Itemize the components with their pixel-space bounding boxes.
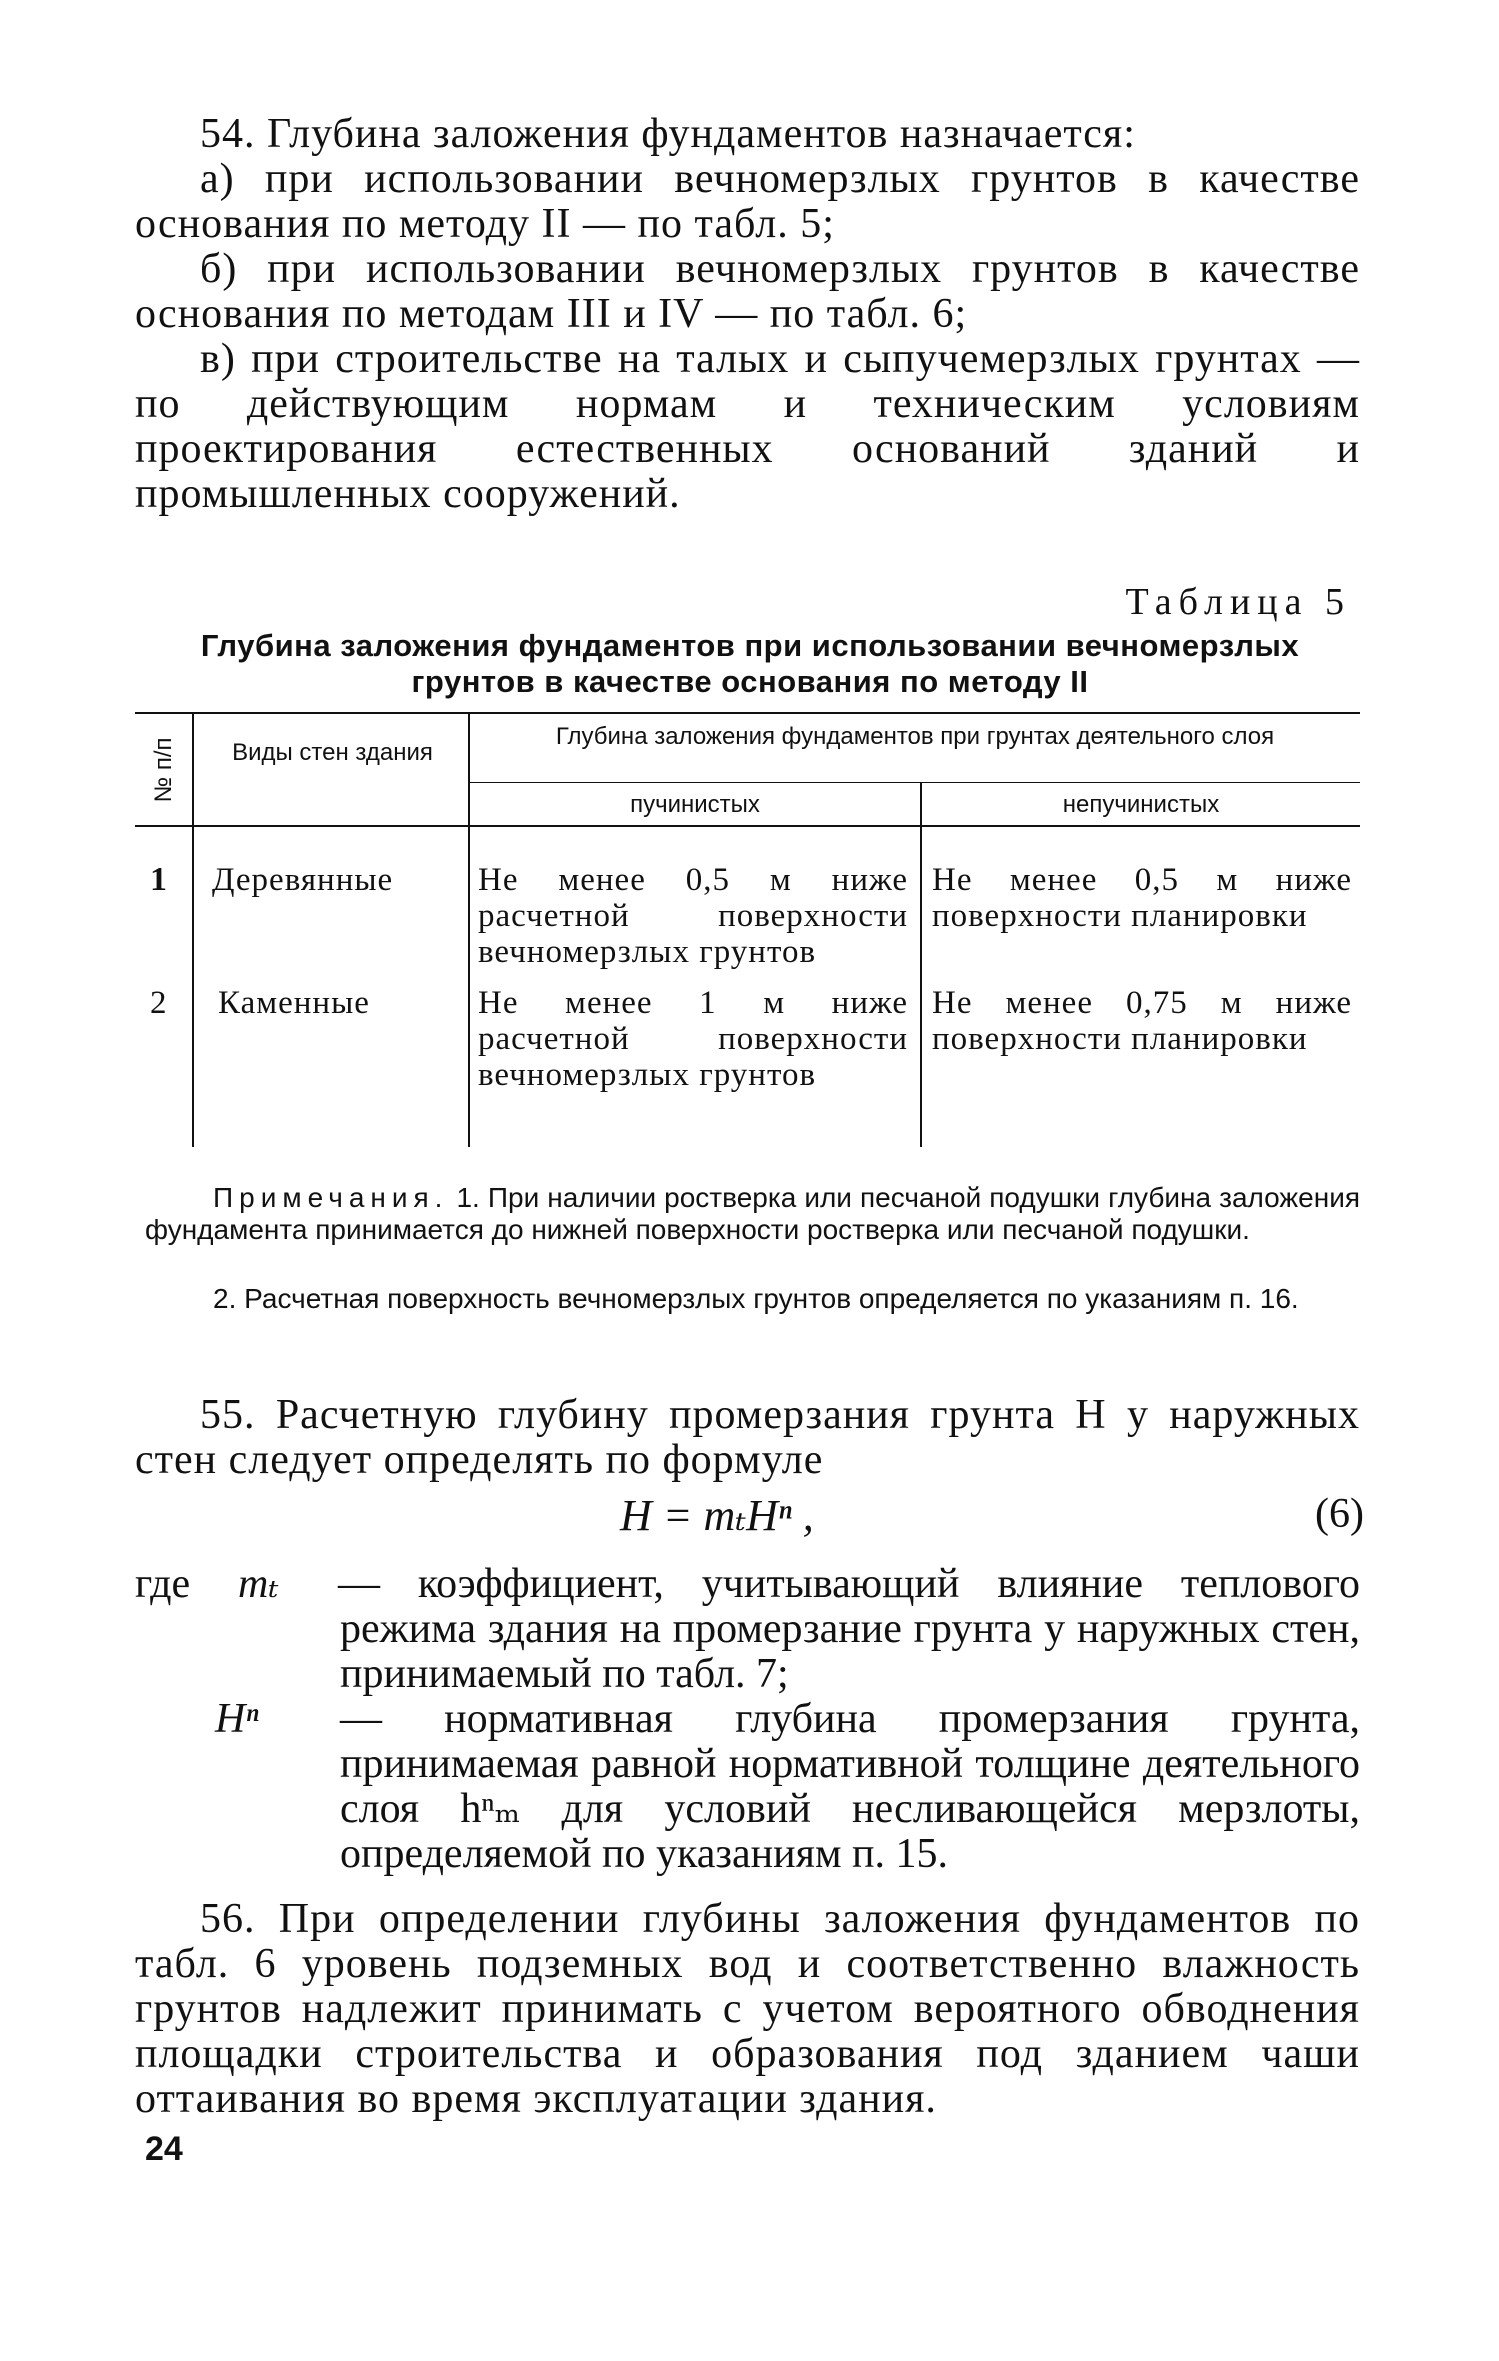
table-title <box>160 628 1340 700</box>
paragraph-55: 55. Расчетную глубину промерзания грунта H у наружных стен следует определять по формуле <box>135 1392 1360 1483</box>
paragraph-54-b: б) при использовании вечномерзлых грунтов в качестве основания по методам III и IV — по табл. 6; <box>135 246 1360 337</box>
definition-mt: — коэффициент, учитывающий влияние теплового режима здания на промерзание грунта у наружных стен, принимаемый по табл. 7; <box>338 1561 1360 1697</box>
table-header-bottom-rule <box>135 825 1360 827</box>
table-top-rule <box>135 712 1360 714</box>
symbol-hn: Hⁿ <box>215 1696 259 1742</box>
where-label: где <box>135 1561 191 1607</box>
row-2-walls: Каменные <box>218 985 370 1021</box>
table-title-line-2: грунтов в качестве основания по методу II <box>411 664 1089 699</box>
table-note-1 <box>145 1182 1360 1246</box>
formula-number: (6) <box>1315 1491 1364 1537</box>
notes-heading: Примечания. <box>213 1182 449 1213</box>
header-heaving: пучинистых <box>630 791 760 818</box>
row-2-nonheaving: Не менее 0,75 м ниже поверхности планировки <box>932 985 1352 1057</box>
symbol-mt: mₜ <box>238 1561 279 1607</box>
table-col-divider-2 <box>468 712 470 1147</box>
header-walls: Виды стен здания <box>232 739 433 766</box>
table-col-divider-1 <box>192 712 194 1147</box>
header-number: № п/п <box>150 737 177 803</box>
paragraph-54-c: в) при строительстве на талых и сыпучемерзлых грунтах — по действующим нормам и техническим условиям проектирования естественных оснований зданий и промышленных сооружений. <box>135 336 1360 517</box>
header-depth: Глубина заложения фундаментов при грунтах деятельного слоя <box>555 723 1275 750</box>
header-nonheaving: непучинистых <box>1062 791 1220 818</box>
paragraph-54-intro: 54. Глубина заложения фундаментов назначается: <box>200 111 1136 157</box>
table-label: Таблица 5 <box>1125 581 1351 623</box>
header-number-cell <box>140 720 188 820</box>
row-1-heaving: Не менее 0,5 м ниже расчетной поверхности вечномерзлых грунтов <box>478 862 908 970</box>
row-1-number: 1 <box>150 861 168 898</box>
row-1-walls: Деревянные <box>212 862 394 898</box>
row-2-heaving: Не менее 1 м ниже расчетной поверхности вечномерзлых грунтов <box>478 985 908 1093</box>
page-number: 24 <box>145 2130 183 2168</box>
definition-hn: — нормативная глубина промерзания грунта, принимаемая равной нормативной толщине деятельного слоя hⁿₘ для условий несливающейся мерзлоты, определяемой по указаниям п. 15. <box>340 1696 1360 1877</box>
table-subheader-rule <box>470 782 1360 783</box>
row-1-nonheaving: Не менее 0,5 м ниже поверхности планировки <box>932 862 1352 934</box>
table-col-divider-3 <box>920 783 922 1147</box>
table-title-line-1: Глубина заложения фундаментов при использовании вечномерзлых <box>200 628 1300 663</box>
row-2-number: 2 <box>150 985 168 1021</box>
formula-6: H = mₜHⁿ , <box>620 1491 814 1540</box>
table-note-2: 2. Расчетная поверхность вечномерзлых грунтов определяется по указаниям п. 16. <box>213 1283 1299 1314</box>
paragraph-54-a: а) при использовании вечномерзлых грунтов в качестве основания по методу II — по табл. 5; <box>135 156 1360 247</box>
paragraph-56: 56. При определении глубины заложения фундаментов по табл. 6 уровень подземных вод и соответственно влажность грунтов надлежит принимать с учетом вероятного обводнения площадки строительства и образования под зданием чаши оттаивания во время эксплуатации здания. <box>135 1896 1360 2122</box>
note-1-text: 1. При наличии ростверка или песчаной подушки глубина заложения фундамента принимается до нижней поверхности ростверка или песчаной подушки. <box>145 1182 1360 1245</box>
